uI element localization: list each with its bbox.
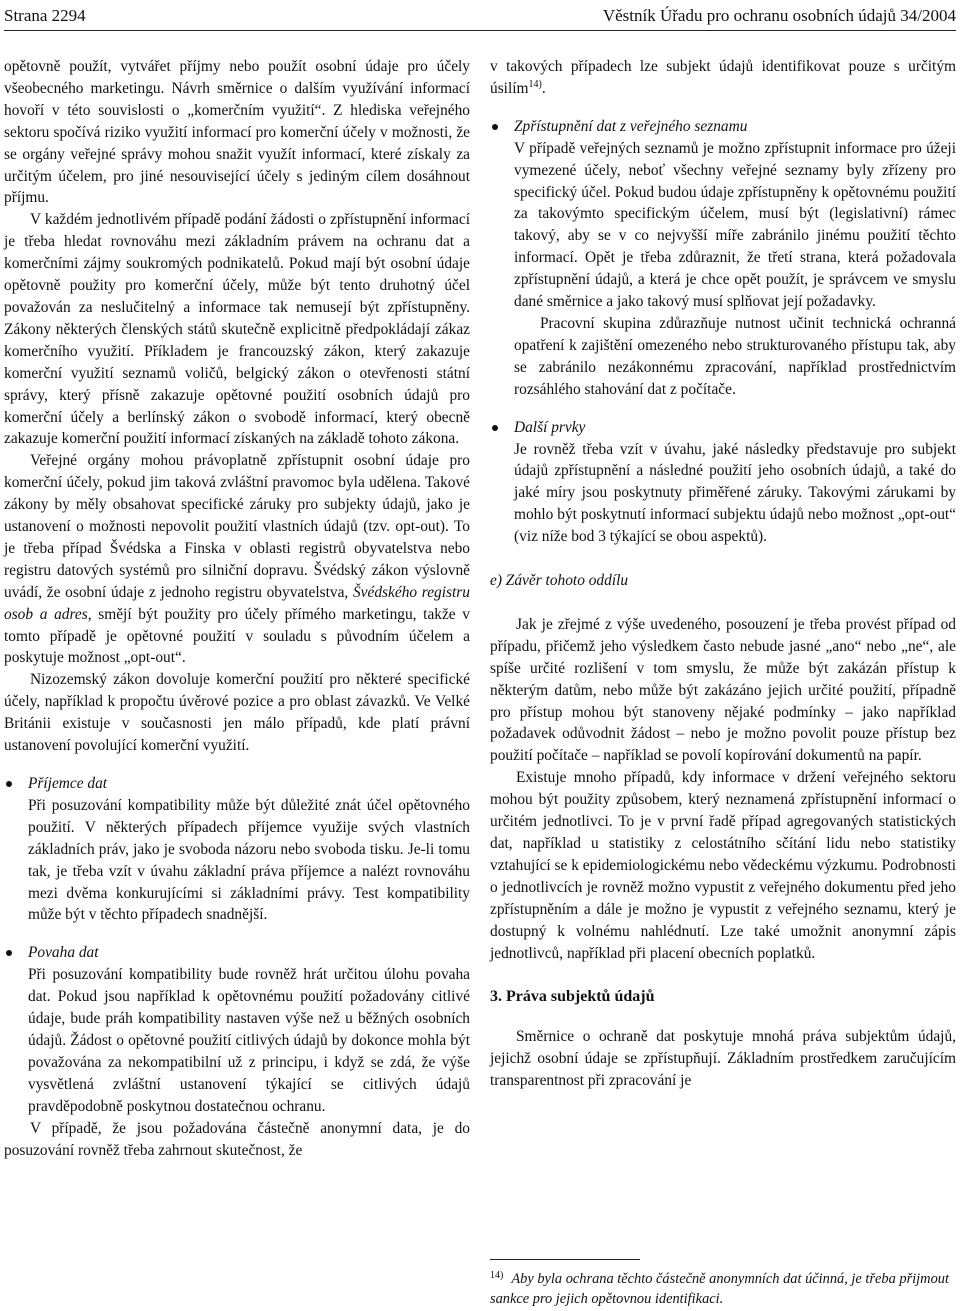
page-header (4, 2, 956, 31)
bullet-icon (6, 781, 12, 787)
bullet-text: Je rovněž třeba vzít v úvahu, jaké následky představuje pro subjekt údajů zpřístupnění a následné použití jeho osobních údajů, a také do jaké míry jsou poskytnuty přiměřené záruky. Takovými zárukami by mohlo být poskytnutí informací subjektu údajů nebo možnost „opt-out“ (viz níže bod 3 týkající se obou aspektů). (514, 440, 956, 546)
bullet-title: Další prvky (514, 418, 586, 436)
paragraph: v takových případech lze subjekt údajů identifikovat pouze s určitým úsilím$^{14)}$. (490, 58, 956, 97)
paragraph: V případě, že jsou požadována částečně anonymní data, je do posuzování rovněž třeba zahrnout skutečnost, že (4, 1119, 470, 1159)
bullet-item (4, 942, 470, 1117)
bullet-text: Pracovní skupina zdůrazňuje nutnost učinit technická ochranná opatření k zajištění omezeného nebo strukturovaného přístupu tak, aby se zabránilo nezákonnému zpracování, například prostřednictvím rozsáhlého stahování dat z počítače. (514, 314, 956, 398)
bullet-icon (492, 425, 498, 431)
bullet-item (4, 773, 470, 926)
bullet-title: Zpřístupnění dat z veřejného seznamu (514, 117, 748, 135)
footnote-text: Aby byla ochrana těchto částečně anonymních dat účinná, je třeba přijmout sankce pro jejich opětovnou identifikaci. (490, 1271, 949, 1307)
footnote-divider (490, 1259, 640, 1260)
left-column (4, 56, 470, 1161)
bullet-text: V případě veřejných seznamů je možno zpřístupnit informace pro úžeji vymezené účely, neboť všechny veřejné seznamy byly zřízeny pro specifický účel. Pokud budou údaje zpřístupněny k opětovnému použití za takovýmto specifickým účelem, musí být (legislativní) rámec takový, aby se v co nejvyšší míře zabránilo jinému použití těchto informací. Opět je třeba zdůraznit, že třetí strana, která požadovala zpřístupnění údajů, a která je chce opět použít, je správcem ve smyslu dané směrnice a jako takový musí splňovat její požadavky. (514, 139, 956, 311)
section-heading: 3. Práva subjektů údajů (490, 988, 655, 1006)
bullet-title: Příjemce dat (28, 775, 108, 792)
paragraph: opětovně použít, vytvářet příjmy nebo použít osobní údaje pro účely všeobecného marketingu. Návrh směrnice o dalším využívání informací hovoří v této souvislosti o „komerčním využití“. Z hlediska veřejného sektoru spočívá riziko využití informací pro komerční účely v možnosti, že se orgány veřejné správy mohou snažit využít informací, které získaly za určitým účelem, pro jiné nesouvisející účely s jediným cílem dosáhnout příjmu. (4, 58, 470, 207)
bullet-title: Povaha dat (28, 944, 99, 962)
footnote (490, 1266, 956, 1309)
subsection-heading: e) Závěr tohoto oddílu (490, 572, 629, 590)
paragraph: Směrnice o ochraně dat poskytuje mnohá práva subjektům údajů, jejichž osobní údaje se zpřístupňují. Základním prostředkem zaručujícím transparentnost při zpracování je (490, 1028, 956, 1090)
paragraph: Nizozemský zákon dovoluje komerční použití pro některé specifické účely, například k propočtu úvěrové pozice a pro oblast závazků. Ve Velké Británii existuje v současnosti jen málo případů, kde platí právní ustanovení povolující komerční využití. (4, 671, 470, 755)
page-number: Strana 2294 (4, 6, 86, 25)
paragraph: Jak je zřejmé z výše uvedeného, posouzení je třeba provést případ od případu, přičemž jeho výsledkem často nebude jasné „ano“ nebo „ne“, ale spíše určité rozlišení v tom smyslu, že může být zakázán přístup k některým datům, nebo může být zakázáno jejich určité použití, případně pro přístup mohou být stanoveny nějaké podmínky – jako například požadavek odůvodnit žádost – nebo je možno povolit pouze přístup bez použití počítače – například se povolí kopírování dokumentů na papír. (490, 615, 956, 765)
bullet-item (490, 116, 956, 401)
right-column (490, 56, 956, 1092)
footnote-mark: 14) (490, 1270, 504, 1281)
bullet-icon (6, 950, 12, 956)
bullet-icon (492, 124, 498, 130)
paragraph: V každém jednotlivém případě podání žádosti o zpřístupnění informací je třeba hledat rovnováhu mezi základním právem na ochranu dat a komerčními zájmy soukromých podnikatelů. Pokud mají být osobní údaje opětovně použity pro komerční účely, může být tento druhotný účel považován za neslučitelný a informace tak nemusejí být zpřístupněny. Zákony některých členských států skutečně explicitně předpokládají zákaz komerčního využití. Příkladem je francouzský zákon, který zakazuje komerční využití seznamů voličů, belgický zákon o otevřenosti státní správy, který přísně zakazuje opětovné použití osobních údajů pro komerční účely a berlínský zákon o svobodě informací, který obecně zakazuje komerční použití informací získaných na základě tohoto zákona. (4, 211, 470, 448)
bullet-text: Při posuzování kompatibility bude rovněž hrát určitou úlohu povaha dat. Pokud jsou například k opětovnému použití požadovány citlivé údaje, bude práh kompatibility nastaven výše než u běžných osobních údajů. Žádost o opětovné použití citlivých údajů by dokonce mohla být považována za nekompatibilní už z principu, i když se zdá, že výše vysvětlená zvláštní ustanovení týkající se citlivých údajů pravděpodobně poskytnou dostatečnou ochranu. (28, 966, 470, 1115)
paragraph: Existuje mnoho případů, kdy informace v držení veřejného sektoru mohou být použity způsobem, který neznamená zpřístupnění informací o určitém jednotlivci. To je v první řadě případ agregovaných statistických dat, například u statistiky z celostátního sčítání lidu nebo statistiky vztahující se k epidemiologickému nebo vědeckému výzkumu. Podrobnosti o jednotlivcích je rovněž možno vypustit z veřejného dokumentu před jeho zpřístupněním a dále je možno je vypustit z veřejného seznamu, který je dostupný k volnému nahlédnutí. Lze také umožnit anonymní zápis jednotlivců, například při placení obecních poplatků. (490, 769, 956, 962)
italic-term: Švédského registru osob a adres, (4, 583, 470, 623)
journal-title: Věstník Úřadu pro ochranu osobních údajů 34/2004 (602, 6, 956, 25)
bullet-item (490, 417, 956, 548)
footnote-ref: 14) (528, 78, 542, 90)
bullet-text: Při posuzování kompatibility může být důležité znát účel opětovného použití. V některých případech příjemce využije svých vlastních základních práv, jako je svoboda názoru nebo svoboda tisku. Je-li tomu tak, je třeba vzít v úvahu základní práva příjemce a nalézt rovnováhu mezi dvěma konkurujícími si základními právy. Test kompatibility může být v těchto případech snadnější. (28, 796, 470, 924)
paragraph: Veřejné orgány mohou právoplatně zpřístupnit osobní údaje pro komerční účely, pokud jim taková zvláštní pravomoc byla udělena. Takové zákony by měly obsahovat specifické záruky pro subjekty údajů, jako je ustanovení o možnosti nepovolit použití vlastních údajů (tzv. opt-out). To je třeba případ Švédska a Finska v oblasti registrů obyvatelstva nebo registru datových systémů pro silniční dopravu. Švédský zákon výslovně uvádí, že osobní údaje z jednoho registru obyvatelstva, Švédského registru osob a adres, smějí být použity pro účely přímého marketingu, takže v tomto případě je opětovné použití v souladu s původním účelem a poskytuje možnost „opt-out“. (4, 452, 470, 667)
